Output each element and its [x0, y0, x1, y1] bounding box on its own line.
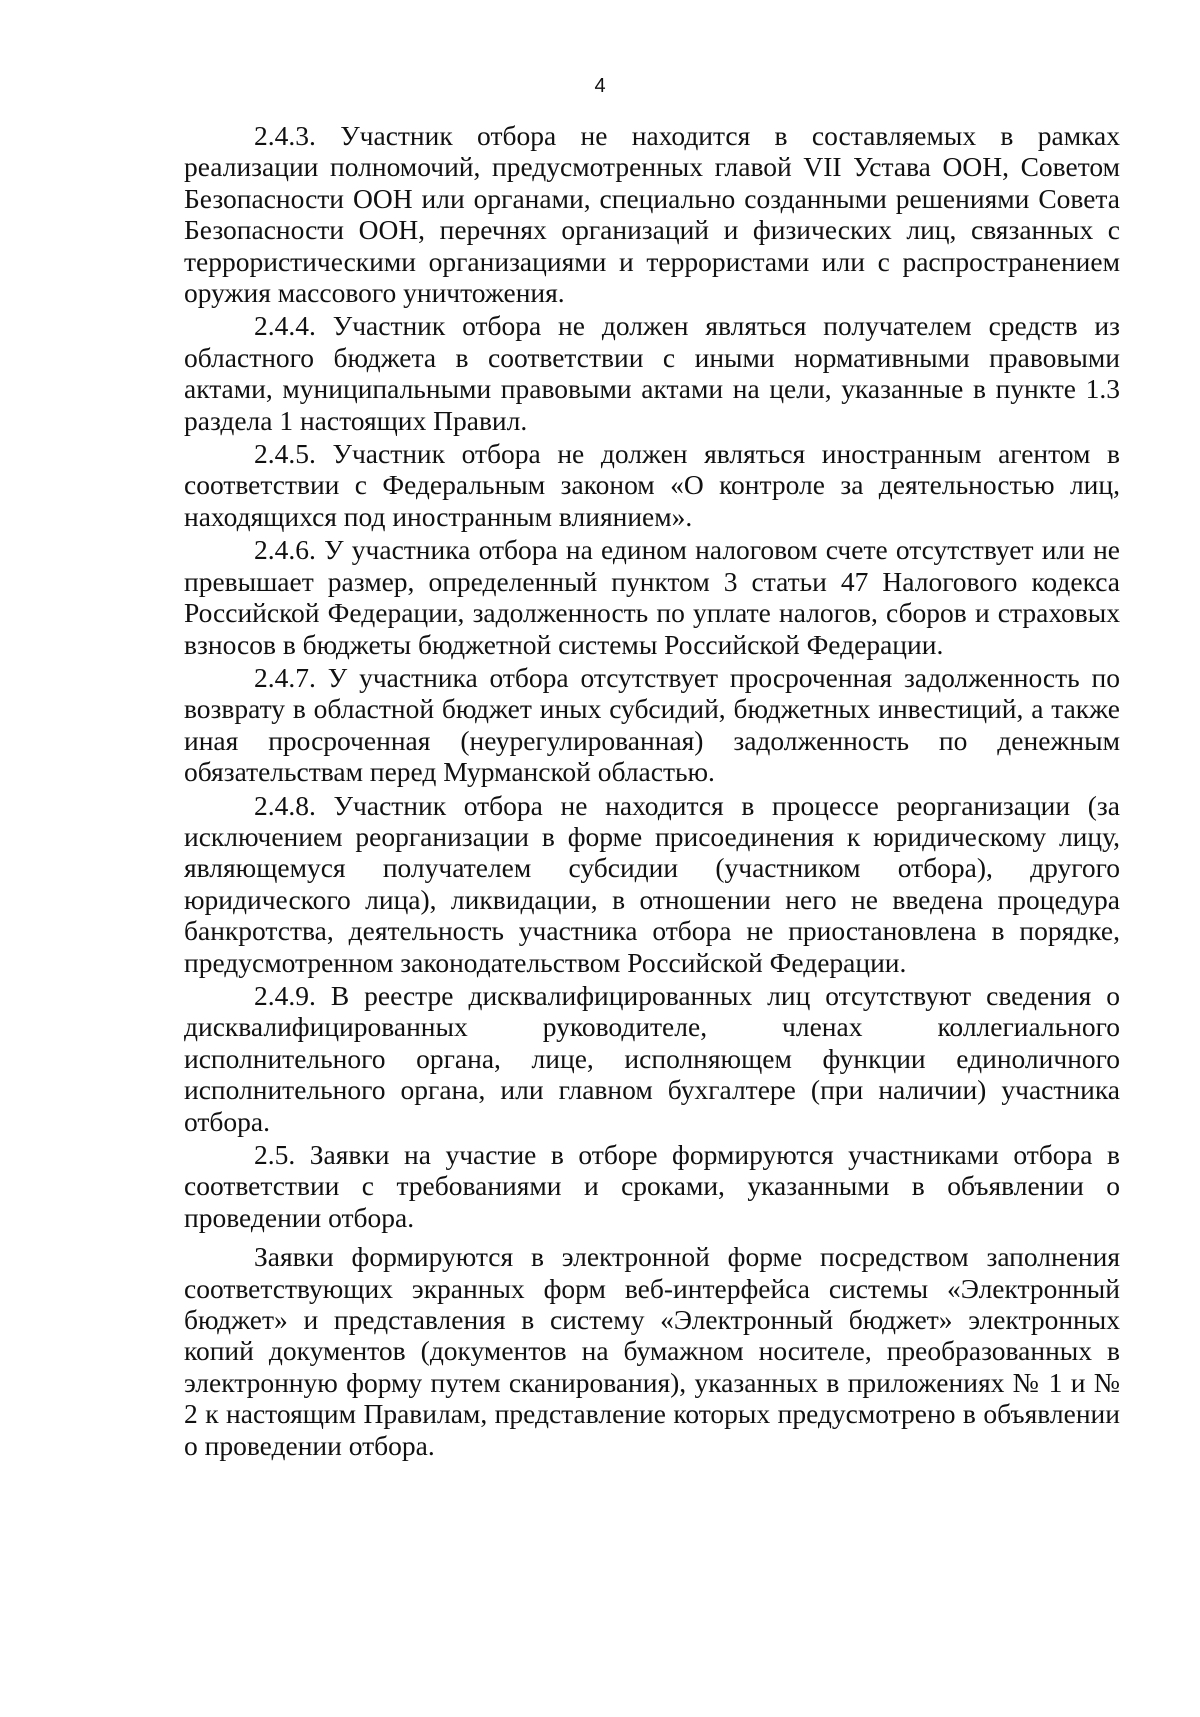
- paragraph-2-4-7: 2.4.7. У участника отбора отсутствует просроченная задолженность по возврату в областной бюджет иных субсидий, бюджетных инвестиций, а также иная просроченная (неурегулированная) задолженность по денежным обязательствам перед Мурманской областью.: [184, 661, 1120, 788]
- paragraph-2-4-8: 2.4.8. Участник отбора не находится в процессе реорганизации (за исключением реорганизации в форме присоединения к юридическому лицу, являющемуся получателем субсидии (участником отбора), другого юридического лица), ликвидации, в отношении него не введена процедура банкротства, деятельность участника отбора не приостановлена в порядке, предусмотренном законодательством Российской Федерации.: [184, 789, 1120, 978]
- paragraph-2-4-5: 2.4.5. Участник отбора не должен являться иностранным агентом в соответствии с Федеральным законом «О контроле за деятельностью лиц, находящихся под иностранным влиянием».: [184, 438, 1120, 532]
- paragraph-2-4-9: 2.4.9. В реестре дисквалифицированных лиц отсутствуют сведения о дисквалифицированных руководителе, членах коллегиального исполнительного органа, лице, исполняющем функции единоличного исполнительного органа, или главном бухгалтере (при наличии) участника отбора.: [184, 979, 1120, 1137]
- document-body: [184, 120, 1120, 1463]
- paragraph-2-4-6: 2.4.6. У участника отбора на едином налоговом счете отсутствует или не превышает размер, определенный пунктом 3 статьи 47 Налогового кодекса Российской Федерации, задолженность по уплате налогов, сборов и страховых взносов в бюджеты бюджетной системы Российской Федерации.: [184, 534, 1120, 660]
- page-number: 4: [594, 75, 606, 97]
- paragraph-applications-electronic: Заявки формируются в электронной форме посредством заполнения соответствующих экранных форм веб-интерфейса системы «Электронный бюджет» и представления в систему «Электронный бюджет» электронных копий документов (документов на бумажном носителе, преобразованных в электронную форму путем сканирования), указанных в приложениях № 1 и № 2 к настоящим Правилам, представление которых предусмотрено в объявлении о проведении отбора.: [184, 1241, 1120, 1461]
- paragraph-2-5: 2.5. Заявки на участие в отборе формируются участниками отбора в соответствии с требованиями и сроками, указанными в объявлении о проведении отбора.: [184, 1139, 1120, 1233]
- paragraph-2-4-3: 2.4.3. Участник отбора не находится в составляемых в рамках реализации полномочий, предусмотренных главой VII Устава ООН, Советом Безопасности ООН или органами, специально созданными решениями Совета Безопасности ООН, перечнях организаций и физических лиц, связанных с террористическими организациями и террористами или с распространением оружия массового уничтожения.: [184, 120, 1120, 309]
- paragraph-2-4-4: 2.4.4. Участник отбора не должен являться получателем средств из областного бюджета в соответствии с иными нормативными правовыми актами, муниципальными правовыми актами на цели, указанные в пункте 1.3 раздела 1 настоящих Правил.: [184, 310, 1120, 436]
